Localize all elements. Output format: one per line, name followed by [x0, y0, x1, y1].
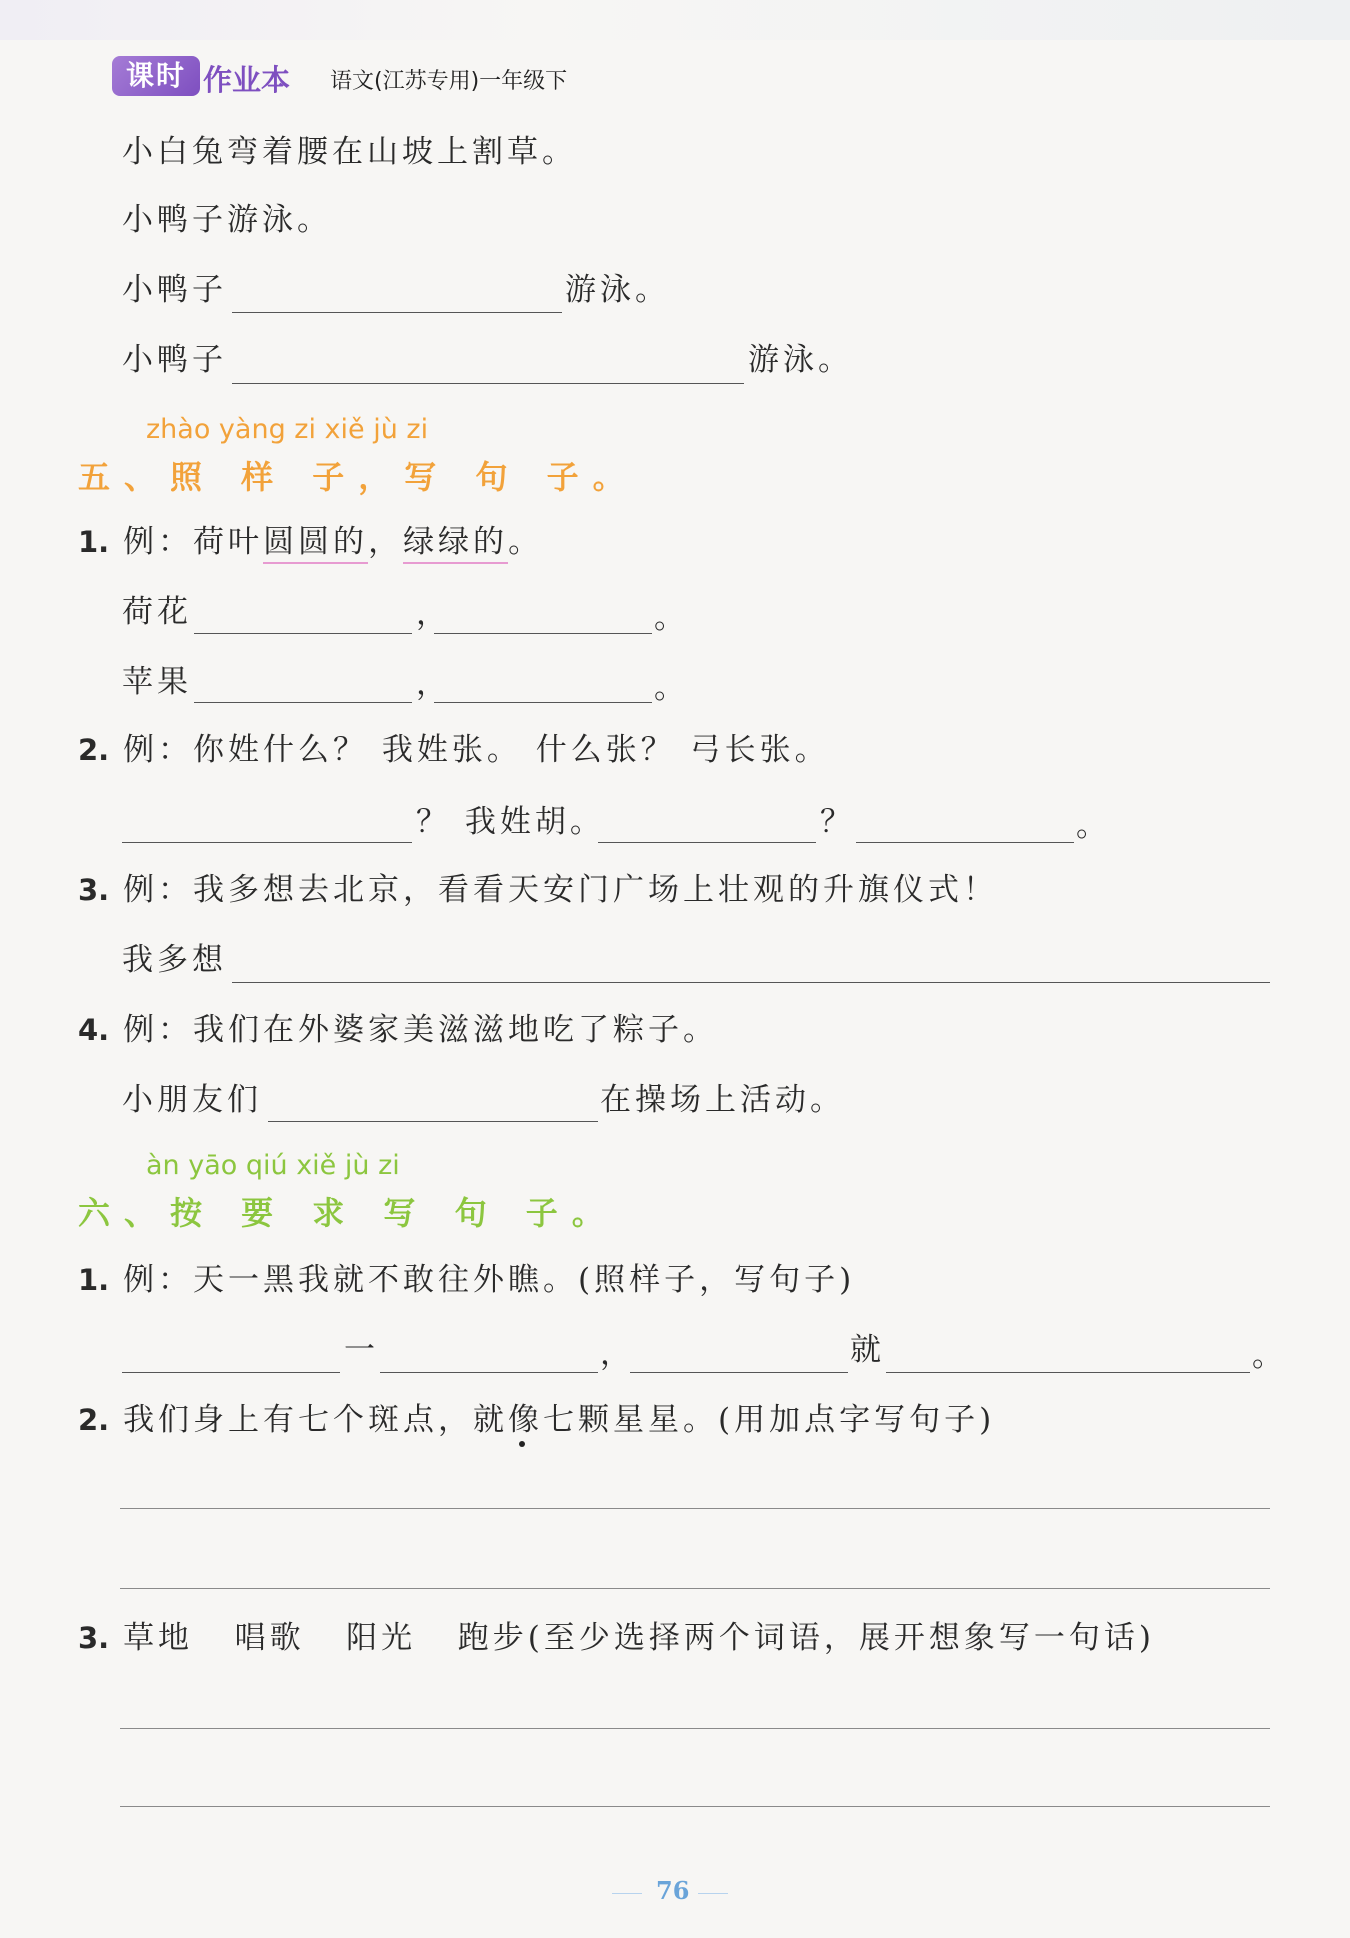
answer-line[interactable] — [120, 1508, 1270, 1509]
answer-line[interactable] — [120, 1806, 1270, 1807]
answer-line[interactable] — [120, 1728, 1270, 1729]
book-subtitle: 语文(江苏专用)一年级下 — [330, 69, 568, 94]
comma: ， — [368, 524, 404, 560]
period: 。 — [1252, 1338, 1287, 1374]
question-number: 1. — [78, 1263, 110, 1297]
blank-line[interactable] — [122, 1372, 340, 1373]
blank-line[interactable] — [232, 383, 744, 384]
sentence-4-pre: 小鸭子 — [122, 342, 227, 378]
s5-q3-prompt: 我多想 — [122, 942, 227, 978]
blank-line[interactable] — [856, 842, 1074, 843]
question-text: 草地 唱歌 阳光 跑步(至少选择两个词语，展开想象写一句话) — [123, 1620, 1155, 1656]
comma: ， — [600, 1336, 635, 1372]
footer-dash-left — [612, 1893, 642, 1894]
s6-q1-word1: 一 — [344, 1332, 379, 1368]
blank-line[interactable] — [194, 702, 412, 703]
s5-q2-mid: ？ 我姓胡。 — [416, 804, 605, 840]
s5-q4-example — [78, 1010, 718, 1050]
section5-pinyin: zhào yàng zi xiě jù zi — [146, 414, 429, 445]
brand-name: 作业本 — [203, 63, 291, 97]
logo: 课时 — [112, 56, 200, 96]
s5-q1-row2-label: 苹果 — [122, 664, 192, 700]
s5-q2-example — [78, 730, 830, 770]
section6-title: 六、按 要 求 写 句 子。 — [78, 1194, 618, 1232]
s5-q1-row1-label: 荷花 — [122, 594, 192, 630]
blank-line[interactable] — [232, 982, 1270, 983]
example-text: 例：我们在外婆家美滋滋地吃了粽子。 — [123, 1012, 719, 1048]
section5-title: 五、照 样 子，写 句 子。 — [78, 458, 639, 496]
emphasis-dot — [519, 1441, 525, 1447]
period: 。 — [654, 670, 689, 706]
footer-dash-right — [698, 1893, 728, 1894]
question-text: 我们身上有七个斑点，就像七颗星星。(用加点字写句子) — [123, 1402, 996, 1438]
question-number: 2. — [78, 733, 110, 767]
section6-pinyin: àn yāo qiú xiě jù zi — [146, 1150, 400, 1181]
period: 。 — [654, 600, 689, 636]
question-number: 1. — [78, 525, 110, 559]
sentence-4-post: 游泳。 — [748, 342, 853, 378]
blank-line[interactable] — [434, 702, 652, 703]
underlined-word: 圆圆的 — [263, 524, 368, 564]
example-text: 例：我多想去北京，看看天安门广场上壮观的升旗仪式！ — [123, 872, 999, 908]
example-label: 例：荷叶 — [123, 524, 264, 560]
s5-q1-example — [78, 522, 543, 562]
blank-line[interactable] — [268, 1121, 598, 1122]
page-number: 76 — [656, 1876, 690, 1905]
period: 。 — [508, 524, 544, 560]
s6-q1-example — [78, 1260, 855, 1300]
question-number: 3. — [78, 1621, 110, 1655]
example-text: 例：你姓什么？ 我姓张。 什么张？ 弓长张。 — [123, 732, 830, 768]
underlined-word: 绿绿的 — [403, 524, 508, 564]
top-band — [0, 0, 1350, 40]
blank-line[interactable] — [232, 312, 562, 313]
blank-line[interactable] — [598, 842, 816, 843]
s6-q3-text — [78, 1618, 1155, 1658]
blank-line[interactable] — [434, 633, 652, 634]
s6-q2-text — [78, 1400, 995, 1440]
answer-line[interactable] — [120, 1588, 1270, 1589]
question-mark: ？ — [820, 804, 855, 840]
sentence-3-pre: 小鸭子 — [122, 272, 227, 308]
s5-q4-post: 在操场上活动。 — [600, 1082, 845, 1118]
s5-q4-pre: 小朋友们 — [122, 1082, 262, 1118]
example-text: 例：天一黑我就不敢往外瞧。(照样子，写句子) — [123, 1262, 856, 1298]
s5-q3-example — [78, 870, 998, 910]
sentence-2: 小鸭子游泳。 — [122, 202, 332, 238]
blank-line[interactable] — [194, 633, 412, 634]
blank-line[interactable] — [380, 1372, 598, 1373]
blank-line[interactable] — [122, 842, 412, 843]
comma: ， — [416, 596, 451, 632]
question-number: 2. — [78, 1403, 110, 1437]
blank-line[interactable] — [630, 1372, 848, 1373]
blank-line[interactable] — [886, 1372, 1250, 1373]
sentence-3-post: 游泳。 — [565, 272, 670, 308]
question-number: 3. — [78, 873, 110, 907]
question-number: 4. — [78, 1013, 110, 1047]
s6-q1-word2: 就 — [850, 1332, 885, 1368]
period: 。 — [1076, 808, 1111, 844]
sentence-1: 小白兔弯着腰在山坡上割草。 — [122, 134, 577, 170]
comma: ， — [416, 666, 451, 702]
